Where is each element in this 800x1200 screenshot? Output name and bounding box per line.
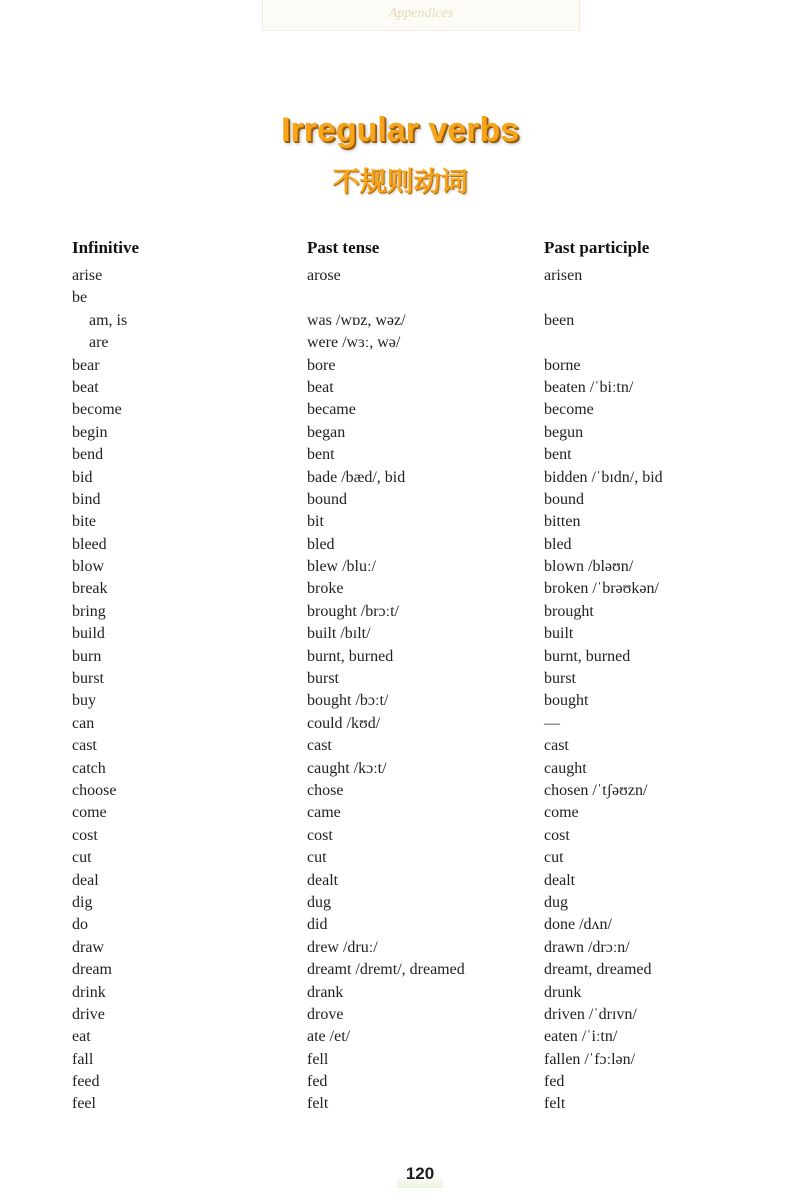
past-tense-cell: drew /druː/ [307,938,378,956]
past-participle-cell: bought [544,692,589,710]
infinitive-cell: drink [72,983,106,1001]
past-tense-cell: bore [307,356,336,374]
infinitive-cell: bring [72,602,106,620]
past-tense-cell: became [307,401,356,419]
past-participle-cell: brought [544,602,594,620]
infinitive-cell: drive [72,1005,105,1023]
past-tense-cell: did [307,916,328,934]
past-tense-cell: bade /bæd/, bid [307,468,406,486]
infinitive-cell: arise [72,267,103,284]
past-tense-cell: was /wɒz, wəz/ [307,311,406,329]
past-participle-cell: bitten [544,513,581,531]
page-title: Irregular verbs [280,111,520,149]
past-participle-cell: eaten /ˈiːtn/ [544,1028,618,1046]
past-tense-cell: blew /bluː/ [307,558,376,576]
infinitive-cell: are [89,334,109,352]
past-tense-cell: bent [307,446,335,464]
running-header: Appendices [262,0,580,31]
past-tense-cell: dreamt /dremt/, dreamed [307,961,465,979]
infinitive-cell: dream [72,961,112,979]
infinitive-cell: build [72,625,105,643]
past-tense-cell: dug [307,893,331,911]
infinitive-cell: feed [72,1073,100,1091]
infinitive-cell: deal [72,871,99,889]
past-participle-cell: burst [544,670,576,688]
past-participle-cell: borne [544,356,581,374]
past-participle-cell: cost [544,826,570,844]
past-participle-cell: built [544,625,574,643]
past-participle-column [544,235,784,1113]
past-participle-cell: been [544,311,575,329]
infinitive-cell: bid [72,468,93,486]
infinitive-cell: begin [72,423,108,441]
past-participle-cell: chosen /ˈtʃəʊzn/ [544,781,648,799]
infinitive-cell: draw [72,938,104,956]
past-tense-cell: could /kʊd/ [307,714,381,732]
infinitive-list [72,265,272,1116]
past-tense-cell: arose [307,267,341,284]
past-tense-cell: burnt, burned [307,647,394,665]
past-participle-cell: dug [544,893,568,911]
past-tense-cell: beat [307,378,334,396]
past-participle-cell: dreamt, dreamed [544,961,652,979]
past-participle-cell: bidden /ˈbɪdn/, bid [544,468,663,486]
past-participle-cell: dealt [544,871,576,889]
infinitive-cell: bend [72,446,104,464]
past-participle-cell: fallen /ˈfɔːlən/ [544,1050,636,1068]
past-participle-cell: drunk [544,983,582,1001]
past-participle-cell: driven /ˈdrɪvn/ [544,1005,637,1023]
infinitive-cell: beat [72,378,99,396]
past-participle-cell: begun [544,423,584,441]
past-tense-cell: felt [307,1095,329,1113]
past-participle-cell: felt [544,1095,566,1113]
infinitive-cell: am, is [89,311,128,329]
past-participle-cell: bent [544,446,572,464]
past-tense-cell: cost [307,826,333,844]
past-tense-cell: ate /et/ [307,1028,351,1046]
page-subtitle-chinese: 不规则动词 [332,167,468,198]
infinitive-cell: dig [72,893,93,911]
past-tense-cell: were /wɜː, wə/ [307,334,401,352]
infinitive-cell: feel [72,1095,96,1113]
past-tense-list [307,265,537,1116]
past-participle-cell: blown /bləʊn/ [544,558,634,576]
past-tense-cell: dealt [307,871,339,889]
infinitive-cell: fall [72,1050,94,1068]
past-participle-cell: drawn /drɔːn/ [544,938,630,956]
past-tense-cell: fed [307,1073,328,1091]
past-tense-cell: brought /brɔːt/ [307,602,399,620]
infinitive-cell: choose [72,781,117,799]
past-tense-cell: cut [307,849,327,867]
past-participle-cell [544,332,784,354]
infinitive-cell: break [72,580,108,598]
past-participle-cell: come [544,804,579,822]
past-participle-cell: — [544,714,560,732]
infinitive-cell: cut [72,849,92,867]
past-tense-cell: bought /bɔːt/ [307,692,389,710]
past-participle-cell: fed [544,1073,565,1091]
infinitive-cell: eat [72,1028,91,1046]
past-tense-column-header: Past tense [307,238,380,257]
infinitive-cell: come [72,804,107,822]
infinitive-cell: buy [72,692,96,710]
past-participle-cell: bled [544,535,572,553]
infinitive-cell: cast [72,737,97,755]
infinitive-cell: burn [72,647,102,665]
infinitive-cell: bear [72,356,100,374]
past-tense-cell: bled [307,535,335,553]
past-participle-cell: bound [544,490,584,508]
infinitive-cell: can [72,714,95,732]
past-participle-cell: beaten /ˈbiːtn/ [544,378,634,396]
page-number: 120 [397,1160,443,1188]
infinitive-cell: bleed [72,535,107,553]
past-participle-cell: burnt, burned [544,647,631,665]
past-tense-cell: cast [307,737,332,755]
past-participle-cell: caught [544,759,587,777]
past-tense-cell: bound [307,490,347,508]
infinitive-cell: catch [72,759,106,777]
past-participle-column-header: Past participle [544,238,650,257]
past-tense-cell: drank [307,983,344,1001]
past-tense-cell: broke [307,580,344,598]
past-tense-cell: built /bɪlt/ [307,625,371,643]
infinitive-cell: do [72,916,88,934]
infinitive-cell: blow [72,558,104,576]
past-tense-cell: fell [307,1050,329,1068]
past-tense-cell: drove [307,1005,344,1023]
infinitive-cell: become [72,401,122,419]
infinitive-cell: cost [72,826,98,844]
past-tense-cell: chose [307,781,344,799]
infinitive-column-header: Infinitive [72,238,140,257]
infinitive-cell: bite [72,513,96,531]
past-tense-cell: came [307,804,341,822]
infinitive-column [72,235,272,1113]
infinitive-cell: be [72,289,88,307]
past-tense-cell: caught /kɔːt/ [307,759,387,777]
past-participle-cell: cast [544,737,569,755]
past-tense-column [307,235,537,1113]
past-participle-list [544,265,784,1116]
past-tense-cell: began [307,423,346,441]
past-participle-cell: arisen [544,267,583,284]
infinitive-cell: bind [72,490,101,508]
infinitive-cell: burst [72,670,104,688]
past-participle-cell: done /dʌn/ [544,916,612,934]
past-tense-cell: burst [307,670,339,688]
past-tense-cell [307,287,537,309]
past-participle-cell: cut [544,849,564,867]
past-participle-cell: become [544,401,594,419]
past-participle-cell [544,287,784,309]
past-participle-cell: broken /ˈbrəʊkən/ [544,580,659,598]
past-tense-cell: bit [307,513,324,531]
